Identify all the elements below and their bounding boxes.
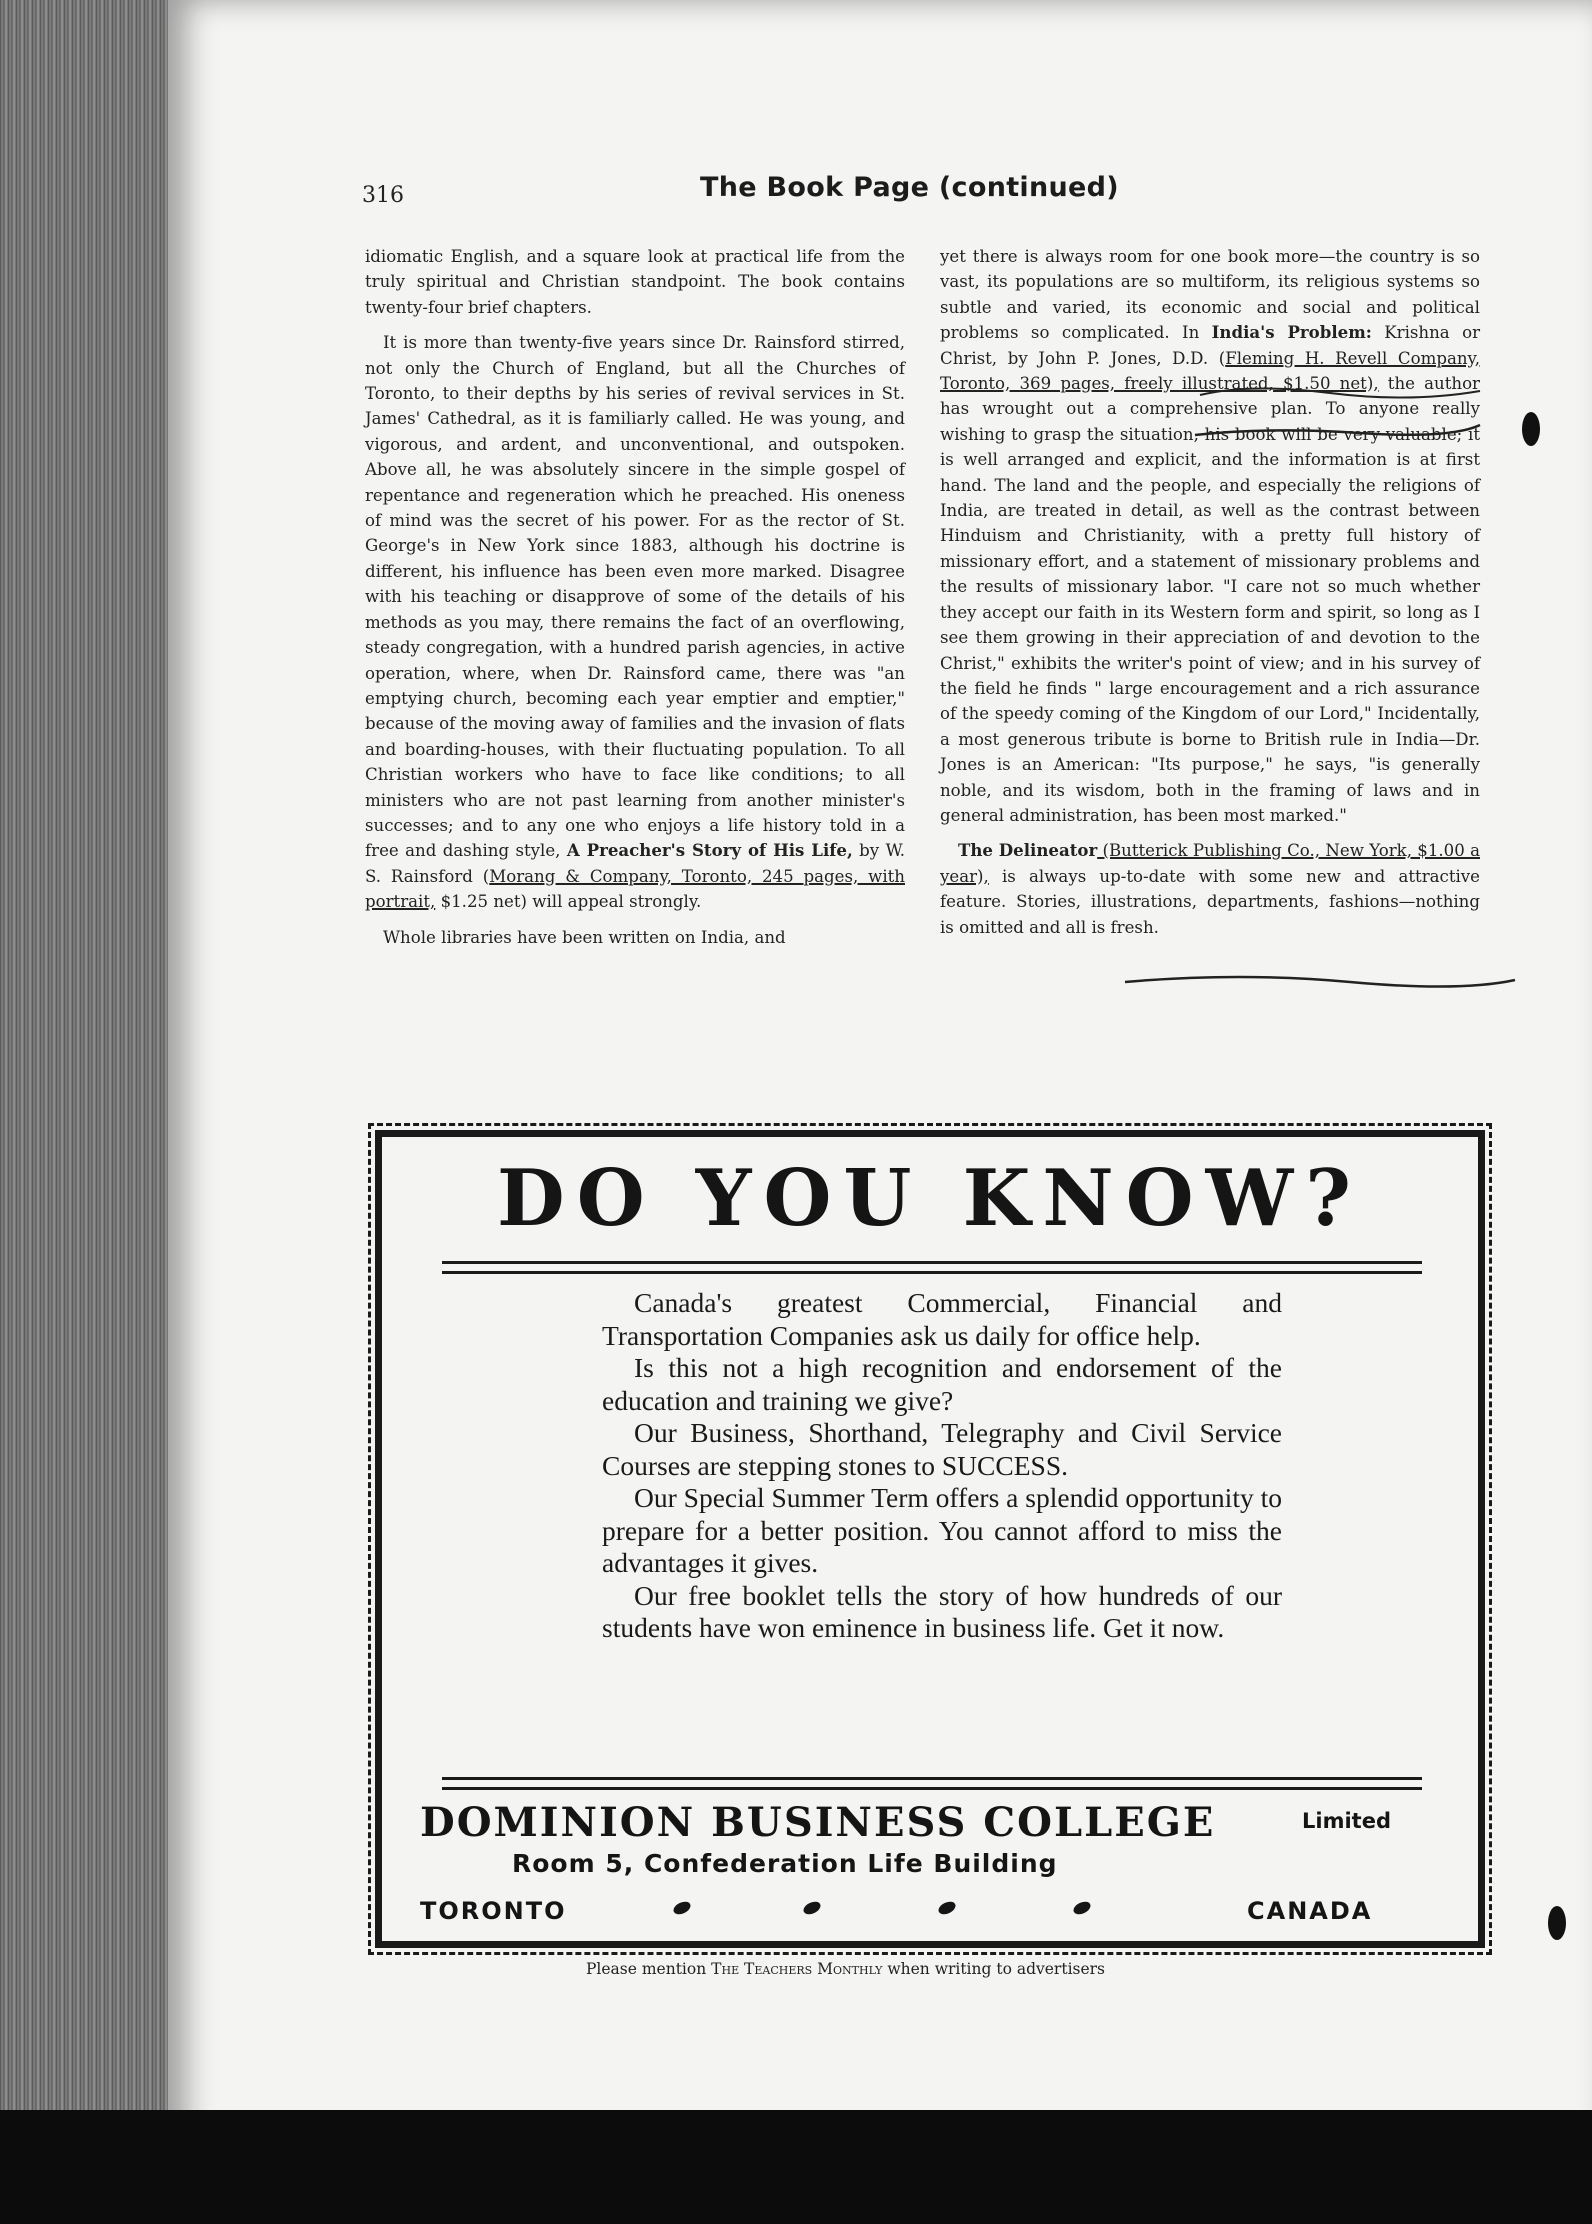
leaf-ornament-icon — [802, 1901, 822, 1915]
book-author: by W. S. Rainsford ( — [365, 841, 906, 886]
college-name: DOMINION BUSINESS COLLEGE — [420, 1799, 1216, 1846]
india-book-publisher-details: Fleming H. Revell Company, Toronto, 369 pages, freely illustrated, $1.50 net), — [940, 348, 1480, 394]
right-column — [940, 244, 1480, 950]
book-title-indias-problem: India's Problem: — [1211, 322, 1372, 343]
footer-publication: The Teachers Monthly — [711, 1960, 883, 1978]
left-paragraph-2 — [365, 330, 905, 914]
college-suffix: Limited — [1302, 1809, 1391, 1833]
india-review-intro: yet there is always room for one book more—the country is so vast, its populations are so multiform, its religious systems so subtle and varied, its economic and social and political problems so complicated. In — [940, 247, 1480, 343]
india-book-author: Krishna or Christ, by John P. Jones, D.D. ( — [940, 323, 1480, 368]
ad-paragraph-1: Canada's greatest Commercial, Financial and Transportation Companies ask us daily for office help. — [602, 1287, 1282, 1351]
footer-note — [586, 1960, 1105, 1978]
binding-hole — [1548, 1906, 1566, 1940]
book-publisher-details: Morang & Company, Toronto, 245 pages, with portrait, — [365, 866, 905, 912]
ad-divider — [442, 1261, 1422, 1264]
ad-headline: DO YOU KNOW? — [497, 1153, 1363, 1244]
advertisement-box — [375, 1130, 1485, 1948]
rainsford-review-text: It is more than twenty-five years since Dr. Rainsford stirred, not only the Church of England, but all the Churches of Toronto, to their depths by his series of revival services in St. James' Cathedral, as it is familiarly called. He was young, and vigorous, and ardent, and unconventional, and outspoken. Above all, he was absolutely sincere in the simple gospel of repentance and regeneration which he preached. His oneness of mind was the secret of his power. For as the rector of St. George's in New York since 1883, although his doctrine is different, his influence has been even more marked. Disagree with his teaching or disapprove of some of the details of his methods as you may, there remains the fact of an overflowing, steady congregation, with a hundred parish agencies, in active operation, where, when Dr. Rainsford came, there was "an emptying church, becoming each year emptier and emptier," because of the moving away of families and the invasion of flats and boarding-houses, with their fluctuating population. To all Christian workers who have to face like conditions; to all ministers who are not past learning from another minister's successes; and to any one who enjoys a life history told in a free and dashing style, — [365, 333, 905, 861]
delineator-review-body: is always up-to-date with some new and attractive feature. Stories, illustrations, departments, fashions—nothing is omitted and all is fresh. — [940, 866, 1480, 937]
ad-paragraph-3: Our Business, Shorthand, Telegraphy and Civil Service Courses are stepping stones to SUCCESS. — [602, 1417, 1282, 1481]
ad-paragraph-2: Is this not a high recognition and endorsement of the education and training we give? — [602, 1352, 1282, 1416]
leaf-ornament-icon — [937, 1901, 957, 1915]
running-head: The Book Page (continued) — [700, 172, 1119, 203]
ad-paragraph-4: Our Special Summer Term offers a splendid opportunity to prepare for a better position. You cannot afford to miss the advantages it gives. — [602, 1482, 1282, 1578]
college-country: CANADA — [1247, 1897, 1373, 1925]
ad-body — [602, 1287, 1282, 1645]
ad-divider — [442, 1271, 1422, 1274]
magazine-title-delineator: The Delineator — [958, 840, 1098, 861]
ad-divider — [442, 1777, 1422, 1780]
ad-paragraph-5: Our free booklet tells the story of how hundreds of our students have won eminence in business life. Get it now. — [602, 1579, 1282, 1643]
footer-text-after: when writing to advertisers — [882, 1960, 1106, 1978]
college-address: Room 5, Confederation Life Building — [512, 1849, 1058, 1878]
delineator-publisher-details: (Butterick Publishing Co., New York, $1.00 a year), — [940, 841, 1480, 886]
leaf-ornament-icon — [1072, 1901, 1092, 1915]
college-city: TORONTO — [420, 1897, 567, 1925]
book-price-note: $1.25 net) will appeal strongly. — [435, 892, 702, 912]
right-paragraph-2 — [940, 838, 1480, 940]
ad-divider — [442, 1787, 1422, 1790]
left-paragraph-3: Whole libraries have been written on India, and — [383, 927, 786, 947]
book-title-preachers-story: A Preacher's Story of His Life, — [566, 840, 853, 861]
right-paragraph-1 — [940, 244, 1480, 828]
scan-background — [0, 2110, 1592, 2224]
left-column — [365, 244, 905, 960]
binding-hole — [1522, 412, 1540, 446]
india-review-body: the author has wrought out a comprehensive plan. To anyone really wishing to grasp the situation, his book will be very valuable; it is well arranged and explicit, and the information is at first hand. The land and the people, and especially the religions of India, are treated in detail, as well as the contrast between Hinduism and Christianity, with a pretty full history of missionary effort, and a statement of missionary problems and the results of missionary labor. "I care not so much whether they accept our faith in its Western form and spirit, so long as I see them growing in their appreciation of and devotion to the Christ," exhibits the writer's point of view; and in his survey of the field he finds " large encouragement and a rich assurance of the speedy coming of the Kingdom of our Lord," Incidentally, a most generous tribute is borne to British rule in India—Dr. Jones is an American: "Its purpose," he says, "is generally noble, and its wisdom, both in the framing of laws and in general administration, has been most marked." — [940, 374, 1480, 825]
footer-text-before: Please mention — [586, 1960, 712, 1978]
book-page-edges — [0, 0, 190, 2224]
leaf-ornament-icon — [672, 1901, 692, 1915]
page-number: 316 — [362, 183, 404, 208]
left-paragraph-1: idiomatic English, and a square look at practical life from the truly spiritual and Christian standpoint. The book contains twenty-four brief chapters. — [365, 247, 905, 317]
